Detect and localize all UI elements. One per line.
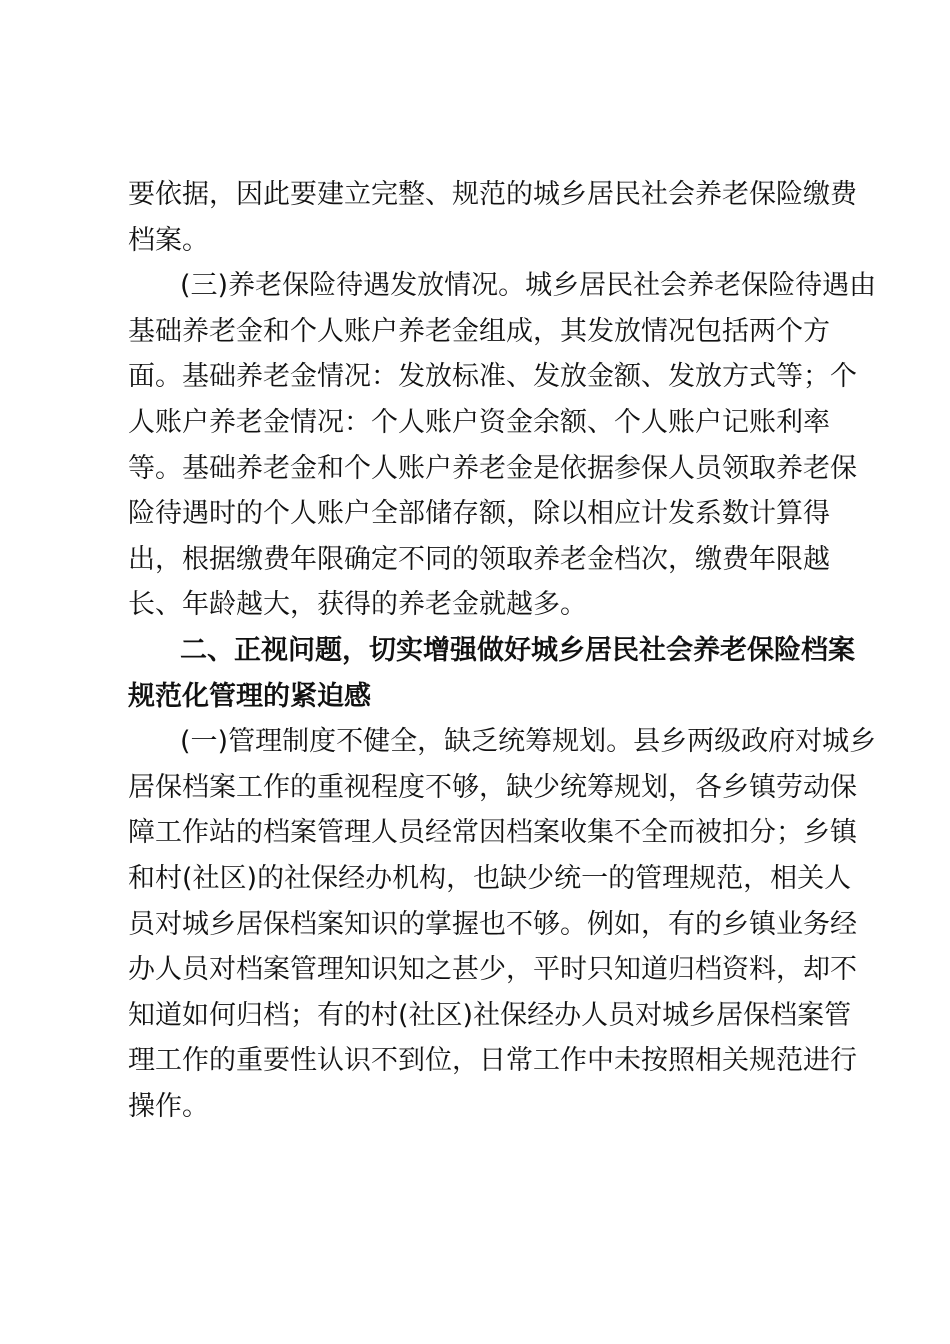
paragraph-pension-benefit-distribution bbox=[128, 263, 877, 628]
text-line: 长、年龄越大，获得的养老金就越多。 bbox=[128, 589, 587, 621]
text-line: 障工作站的档案管理人员经常因档案收集不全而被扣分；乡镇 bbox=[128, 817, 857, 849]
section-heading-face-problems bbox=[128, 628, 855, 719]
text-line: 要依据，因此要建立完整、规范的城乡居民社会养老保险缴费 bbox=[128, 179, 857, 210]
text-line: 档案。 bbox=[128, 224, 209, 256]
paragraph-pension-contribution-archive bbox=[128, 172, 857, 263]
text-line: 面。基础养老金情况：发放标准、发放金额、发放方式等；个 bbox=[128, 361, 857, 393]
text-line: 办人员对档案管理知识知之甚少，平时只知道归档资料，却不 bbox=[128, 954, 857, 986]
paragraph-management-system-incomplete bbox=[128, 719, 877, 1129]
text-line: 等。基础养老金和个人账户养老金是依据参保人员领取养老保 bbox=[128, 452, 857, 484]
text-line: 基础养老金和个人账户养老金组成，其发放情况包括两个方 bbox=[128, 315, 830, 347]
text-line: 操作。 bbox=[128, 1090, 209, 1122]
heading-line: 规范化管理的紧迫感 bbox=[128, 680, 371, 712]
text-line: 险待遇时的个人账户全部储存额，除以相应计发系数计算得 bbox=[128, 498, 830, 530]
text-line: (三)养老保险待遇发放情况。城乡居民社会养老保险待遇由 bbox=[180, 270, 877, 302]
text-line: 人账户养老金情况：个人账户资金余额、个人账户记账利率 bbox=[128, 406, 830, 438]
text-line: 和村(社区)的社保经办机构，也缺少统一的管理规范，相关人 bbox=[128, 862, 852, 894]
text-line: (一)管理制度不健全，缺乏统筹规划。县乡两级政府对城乡 bbox=[180, 726, 877, 758]
text-line: 居保档案工作的重视程度不够，缺少统筹规划，各乡镇劳动保 bbox=[128, 771, 857, 803]
document-body bbox=[128, 172, 877, 1129]
text-line: 知道如何归档；有的村(社区)社保经办人员对城乡居保档案管 bbox=[128, 999, 852, 1031]
text-line: 理工作的重要性认识不到位，日常工作中未按照相关规范进行 bbox=[128, 1045, 857, 1077]
heading-line: 二、正视问题，切实增强做好城乡居民社会养老保险档案 bbox=[180, 634, 855, 666]
text-line: 出，根据缴费年限确定不同的领取养老金档次，缴费年限越 bbox=[128, 543, 830, 575]
text-line: 员对城乡居保档案知识的掌握也不够。例如，有的乡镇业务经 bbox=[128, 908, 857, 940]
